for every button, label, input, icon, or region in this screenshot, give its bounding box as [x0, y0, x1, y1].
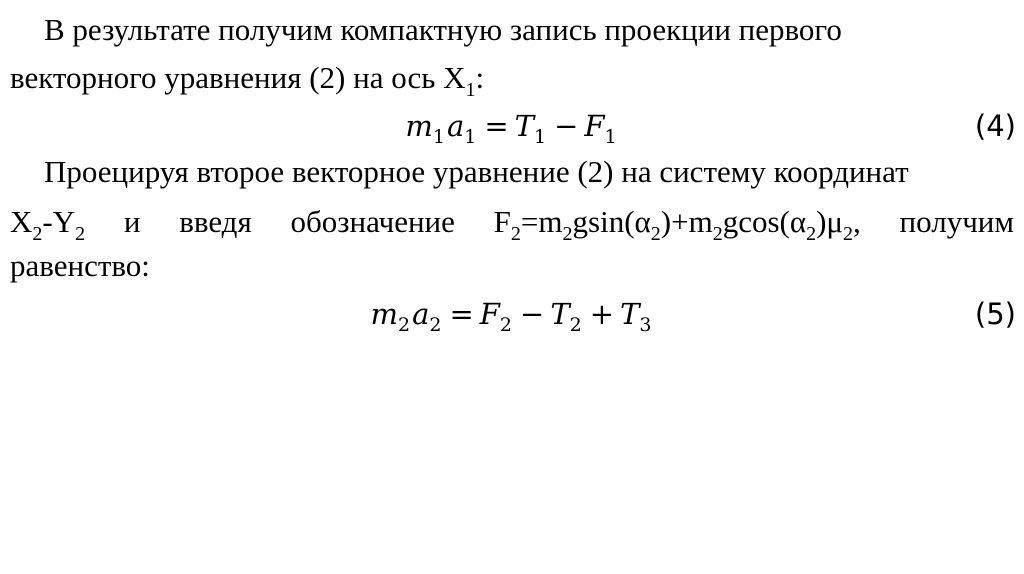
- subscript: 2: [499, 314, 512, 336]
- paragraph-2-line-2: [10, 202, 1014, 245]
- equals-sign: =: [449, 297, 474, 331]
- equation-5: [0, 292, 1024, 336]
- text: В результате получим компактную запись проекции первого: [44, 12, 842, 47]
- subscript: 2: [712, 223, 723, 245]
- subscript: 2: [650, 223, 661, 245]
- equation-4: [0, 104, 1024, 148]
- equation-5-formula: [0, 292, 1024, 336]
- text: -Y: [42, 204, 76, 239]
- text: )+m: [660, 204, 713, 239]
- subscript: 1: [464, 126, 477, 148]
- symbol-t: T: [550, 297, 570, 331]
- text: =m: [520, 204, 563, 239]
- subscript: 2: [562, 223, 573, 245]
- symbol-f: F: [584, 109, 605, 143]
- subscript: 2: [32, 223, 43, 245]
- subscript: 2: [843, 223, 854, 245]
- subscript: 1: [534, 126, 547, 148]
- symbol-a: a: [412, 297, 430, 331]
- text: и введя обозначение F: [123, 204, 511, 239]
- subscript: 3: [639, 314, 652, 336]
- text: gcos(α: [722, 204, 807, 239]
- text: равенство:: [10, 248, 150, 283]
- minus-sign: −: [554, 109, 579, 143]
- paragraph-1-line-2: [10, 58, 1014, 101]
- subscript: 1: [465, 79, 476, 101]
- equation-4-formula: [0, 104, 1024, 148]
- symbol-a: a: [446, 109, 465, 143]
- subscript: 2: [75, 223, 86, 245]
- text: )μ: [816, 204, 844, 239]
- symbol-m: m: [370, 297, 398, 331]
- text: gsin(α: [572, 204, 651, 239]
- symbol-f: F: [479, 297, 500, 331]
- equation-number-4: (4): [974, 109, 1016, 143]
- subscript: 1: [604, 126, 617, 148]
- subscript: 2: [569, 314, 582, 336]
- subscript: 2: [510, 223, 521, 245]
- equals-sign: =: [484, 109, 509, 143]
- minus-sign: −: [520, 297, 545, 331]
- equation-number-5: (5): [974, 297, 1016, 331]
- subscript: 2: [429, 314, 442, 336]
- plus-sign: +: [589, 297, 615, 331]
- paragraph-1-line-1: [10, 10, 1014, 50]
- symbol-t: T: [514, 109, 534, 143]
- subscript: 2: [397, 314, 411, 336]
- text: Проецируя второе векторное уравнение (2) на систему координат: [44, 154, 909, 189]
- paragraph-2-line-1: [10, 152, 1014, 192]
- paragraph-2-line-3: [10, 246, 1014, 286]
- symbol-m: m: [405, 109, 433, 143]
- text: векторного уравнения (2) на ось X: [10, 60, 466, 95]
- text: X: [10, 204, 33, 239]
- text: , получим: [853, 204, 1014, 239]
- symbol-t: T: [620, 297, 640, 331]
- subscript: 1: [432, 126, 445, 148]
- subscript: 2: [806, 223, 817, 245]
- text: :: [475, 60, 485, 95]
